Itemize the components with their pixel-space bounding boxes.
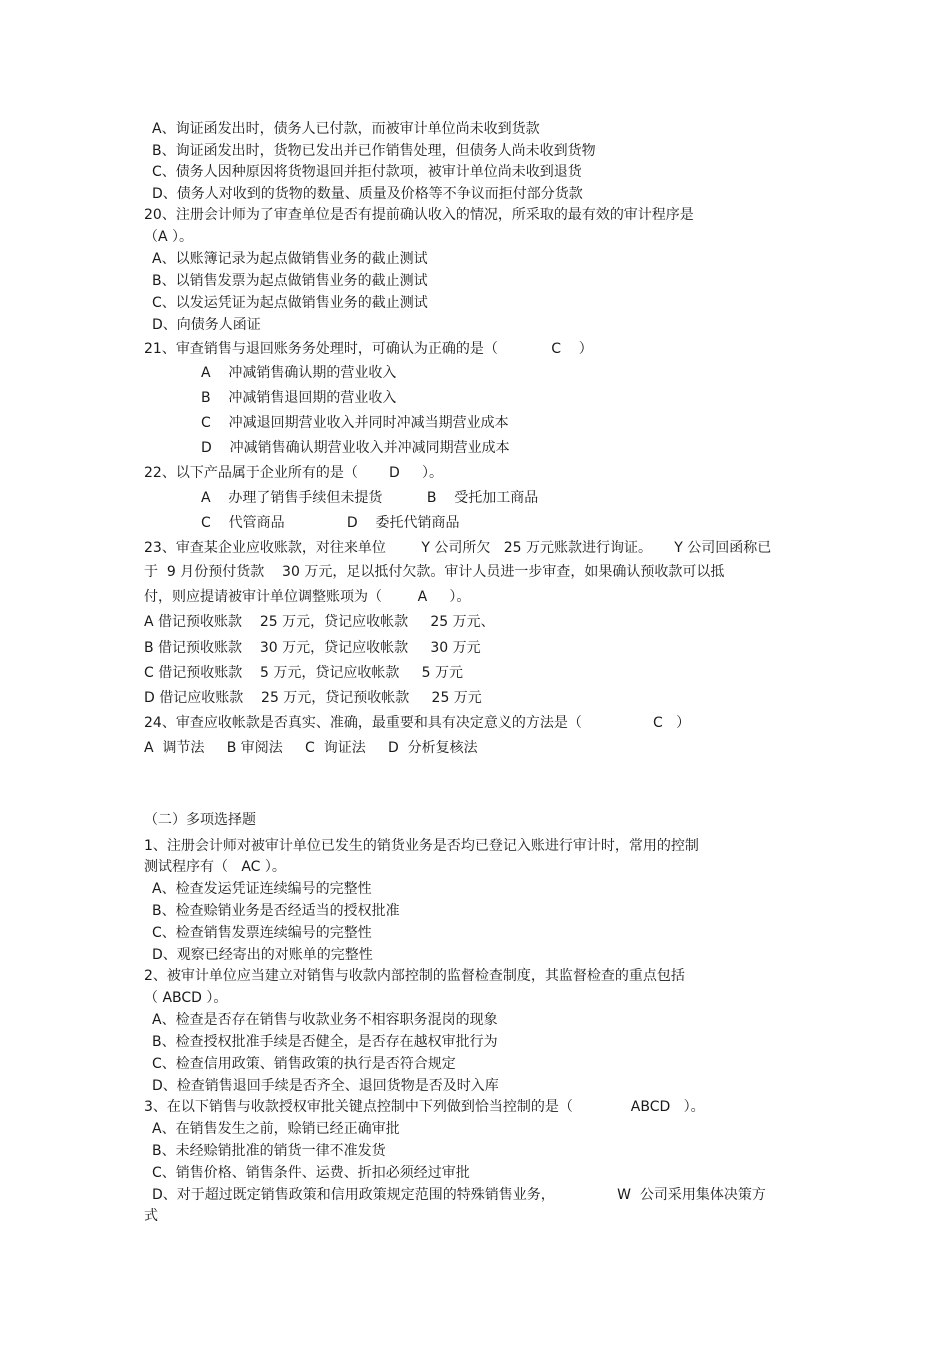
question-text: 测试程序有（ AC ）。 xyxy=(144,859,286,875)
option-text: B 冲减销售退回期的营业收入 xyxy=(201,390,397,406)
option-text: B、检查授权批准手续是否健全，是否存在越权审批行为 xyxy=(152,1034,498,1050)
option-text: A 办理了销售手续但未提货 B 受托加工商品 xyxy=(201,490,539,506)
question-text: 1、注册会计师对被审计单位已发生的销货业务是否均已登记入账进行审计时，常用的控制 xyxy=(144,838,699,854)
option-text: C 代管商品 D 委托代销商品 xyxy=(201,515,460,531)
option-text: A 借记预收账款 25 万元，贷记应收帐款 25 万元、 xyxy=(144,614,495,630)
option-text: C、以发运凭证为起点做销售业务的截止测试 xyxy=(152,295,428,311)
text-line: A、询证函发出时，债务人已付款，而被审计单位尚未收到货款 xyxy=(152,121,540,137)
option-text: A、检查是否存在销售与收款业务不相容职务混岗的现象 xyxy=(152,1012,498,1028)
section-heading: （二）多项选择题 xyxy=(144,812,256,828)
option-text: D、检查销售退回手续是否齐全、退回货物是否及时入库 xyxy=(152,1078,499,1094)
answer-text: （A ）。 xyxy=(144,229,194,245)
answer-text: （ ABCD ）。 xyxy=(144,990,228,1006)
option-text: A、在销售发生之前，赊销已经正确审批 xyxy=(152,1121,400,1137)
option-text: D 冲减销售确认期营业收入并冲减同期营业成本 xyxy=(201,440,510,456)
option-text: B、以销售发票为起点做销售业务的截止测试 xyxy=(152,273,428,289)
option-text: B 借记预收账款 30 万元，贷记应收帐款 30 万元 xyxy=(144,640,481,656)
question-text: 24、审查应收帐款是否真实、准确，最重要和具有决定意义的方法是（ C ） xyxy=(144,715,691,731)
question-text: 23、审查某企业应收账款，对往来单位 Y 公司所欠 25 万元账款进行询证。 Y 公司回函称已 xyxy=(144,540,772,556)
option-text: C 借记预收账款 5 万元，贷记应收帐款 5 万元 xyxy=(144,665,463,681)
question-text: 3、在以下销售与收款授权审批关键点控制中下列做到恰当控制的是（ ABCD ）。 xyxy=(144,1099,705,1115)
option-text: C、检查销售发票连续编号的完整性 xyxy=(152,925,372,941)
text-line: C、债务人因种原因将货物退回并拒付款项，被审计单位尚未收到退货 xyxy=(152,164,582,180)
option-text: A、检查发运凭证连续编号的完整性 xyxy=(152,881,372,897)
text-line: B、询证函发出时，货物已发出并已作销售处理，但债务人尚未收到货物 xyxy=(152,143,596,159)
question-text: 20、注册会计师为了审查单位是否有提前确认收入的情况，所采取的最有效的审计程序是 xyxy=(144,207,694,223)
option-text: D、观察已经寄出的对账单的完整性 xyxy=(152,947,373,963)
option-text: B、检查赊销业务是否经适当的授权批准 xyxy=(152,903,400,919)
option-text: A 冲减销售确认期的营业收入 xyxy=(201,365,397,381)
option-text: D 借记应收账款 25 万元，贷记预收帐款 25 万元 xyxy=(144,690,482,706)
option-text: D、对于超过既定销售政策和信用政策规定范围的特殊销售业务， W 公司采用集体决策方 xyxy=(152,1187,766,1203)
option-text: B、未经赊销批准的销货一律不准发货 xyxy=(152,1143,386,1159)
option-text: C、销售价格、销售条件、运费、折扣必须经过审批 xyxy=(152,1165,470,1181)
question-text: 于 9 月份预付货款 30 万元，足以抵付欠款。审计人员进一步审查，如果确认预收款可以抵 xyxy=(144,564,725,580)
question-text: 22、以下产品属于企业所有的是（ D ）。 xyxy=(144,465,443,481)
question-text: 21、审查销售与退回账务务处理时，可确认为正确的是（ C ） xyxy=(144,341,593,357)
text-line: D、债务人对收到的货物的数量、质量及价格等不争议而拒付部分货款 xyxy=(152,186,583,202)
option-text: A 调节法 B 审阅法 C 询证法 D 分析复核法 xyxy=(144,740,478,756)
option-text: D、向债务人函证 xyxy=(152,317,261,333)
question-text: 2、被审计单位应当建立对销售与收款内部控制的监督检查制度，其监督检查的重点包括 xyxy=(144,968,685,984)
option-text: 式 xyxy=(144,1208,158,1224)
option-text: C 冲减退回期营业收入并同时冲减当期营业成本 xyxy=(201,415,509,431)
question-text: 付，则应提请被审计单位调整账项为（ A ）。 xyxy=(144,589,471,605)
option-text: A、以账簿记录为起点做销售业务的截止测试 xyxy=(152,251,428,267)
option-text: C、检查信用政策、销售政策的执行是否符合规定 xyxy=(152,1056,456,1072)
